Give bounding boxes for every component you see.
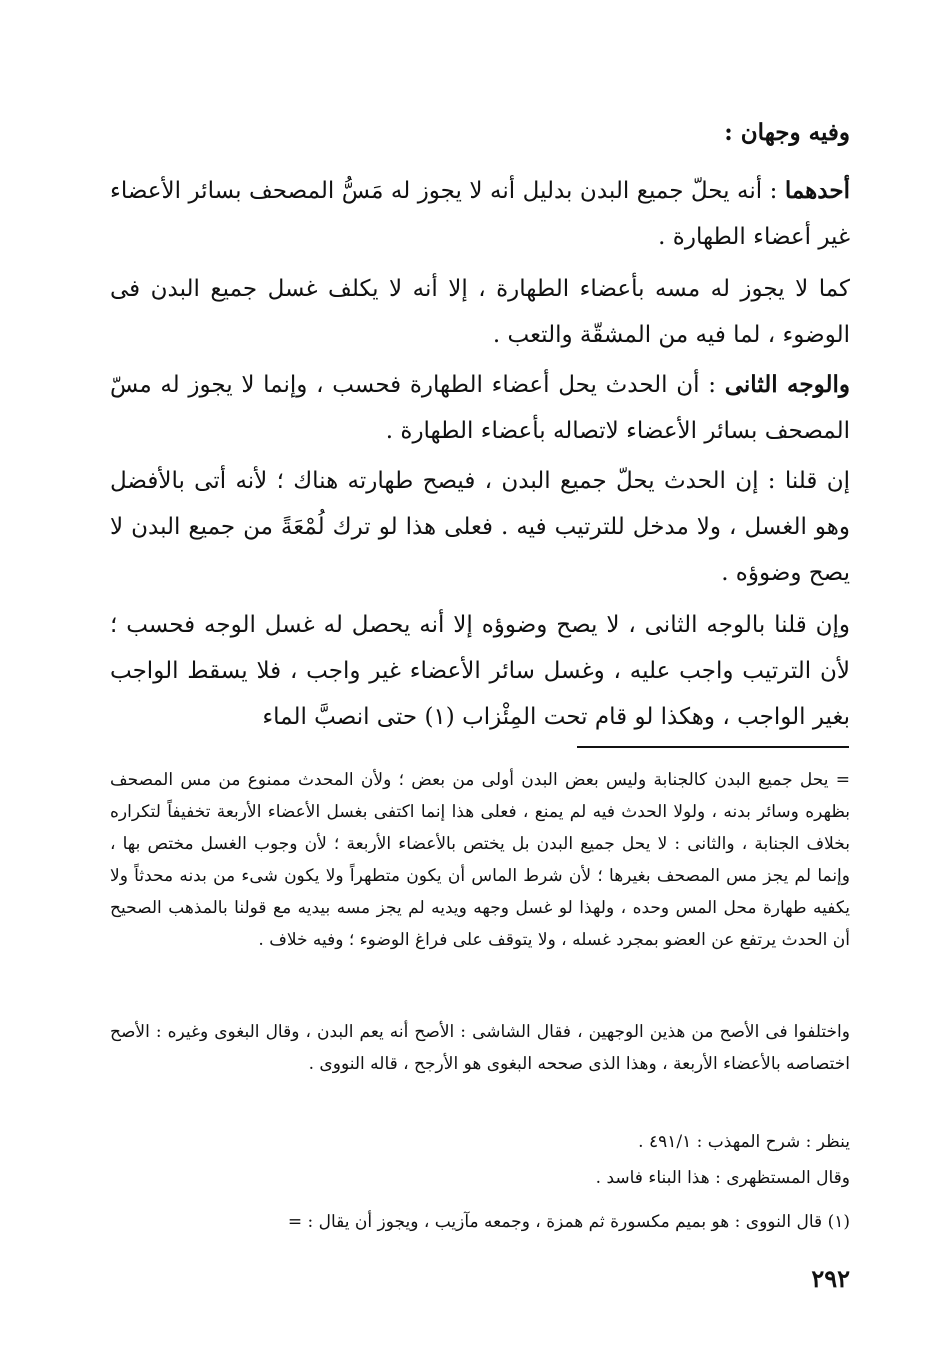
- footnote-reference: ينظر : شرح المهذب : ٤٩١/١ .: [638, 1132, 850, 1152]
- paragraph-lead: أحدهما: [784, 177, 850, 204]
- paragraph-second-view: [110, 362, 850, 454]
- paragraph-second-ruling: وإن قلنا بالوجه الثانى ، لا يصح وضوؤه إلا أنه يحصل له غسل الوجه فحسب ؛ لأن الترتيب واجب عليه ، وغسل سائر الأعضاء غير واجب ، فلا يسقط الواجب بغير الواجب ، وهكذا لو قام تحت المِئْزاب (١) حتى انصبَّ الماء: [110, 612, 850, 730]
- footnote-continued: = يحل جميع البدن كالجنابة وليس بعض البدن أولى من بعض ؛ ولأن المحدث ممنوع من مس المصحف بظهره وسائر بدنه ، ولولا الحدث فيه لم يمنع ، فعلى هذا إنما اكتفى بغسل الأعضاء الأربعة تخفيفاً لتكراره بخلاف الجنابة ، والثانى : لا يحل جميع البدن بل يختص بالأعضاء الأربعة ؛ لأن وجوب الغسل مختص بها ، وإنما لم يجز مس المصحف بغيرها ؛ لأن شرط الماس أن يكون متطهراً ولا يكون شىء من بدنه محدثاً ولا يكفيه طهارة محل المس وحده ، ولهذا لو غسل وجهه ويديه لم يجز مسه بيديه مع قولنا بالمذهب الصحيح أن الحدث يرتفع عن العضو بمجرد غسله ، ولا يتوقف على فراغ الوضوء ؛ وفيه خلاف .: [110, 770, 850, 950]
- paragraph-text: : أن الحدث يحل أعضاء الطهارة فحسب ، وإنما لا يجوز له مسّ المصحف بسائر الأعضاء لاتصاله بأعضاء الطهارة .: [110, 372, 850, 444]
- footnote-mustazhiri: وقال المستظهرى : هذا البناء فاسد .: [595, 1168, 850, 1188]
- paragraph-continuation: كما لا يجوز له مسه بأعضاء الطهارة ، إلا أنه لا يكلف غسل جميع البدن فى الوضوء ، لما فيه من المشقّة والتعب .: [110, 276, 850, 348]
- paragraph-text: : أنه يحلّ جميع البدن بدليل أنه لا يجوز له مَسُّ المصحف بسائر الأعضاء غير أعضاء الطهارة .: [110, 178, 850, 250]
- section-intro: وفيه وجهان :: [724, 119, 850, 146]
- footnote-disagreement: واختلفوا فى الأصح من هذين الوجهين ، فقال الشاشى : الأصح أنه يعم البدن ، وقال البغوى وغيره : الأصح اختصاصه بالأعضاء الأربعة ، وهذا الذى صححه البغوى هو الأرجح ، قاله النووى .: [110, 1022, 850, 1074]
- paragraph-first-ruling: إن قلنا : إن الحدث يحلّ جميع البدن ، فيصح طهارته هناك ؛ لأنه أتى بالأفضل وهو الغسل ، ولا مدخل للترتيب فيه . فعلى هذا لو ترك لُمْعَةً من جميع البدن لا يصح وضوؤه .: [110, 468, 850, 586]
- footnote-separator: [577, 746, 849, 748]
- page-number: ٢٩٢: [811, 1264, 850, 1293]
- footnote-one: (١) قال النووى : هو بميم مكسورة ثم همزة ، وجمعه مآزيب ، ويجوز أن يقال : =: [287, 1212, 850, 1232]
- paragraph-first-view: [110, 168, 850, 260]
- paragraph-lead: والوجه الثانى: [724, 371, 850, 398]
